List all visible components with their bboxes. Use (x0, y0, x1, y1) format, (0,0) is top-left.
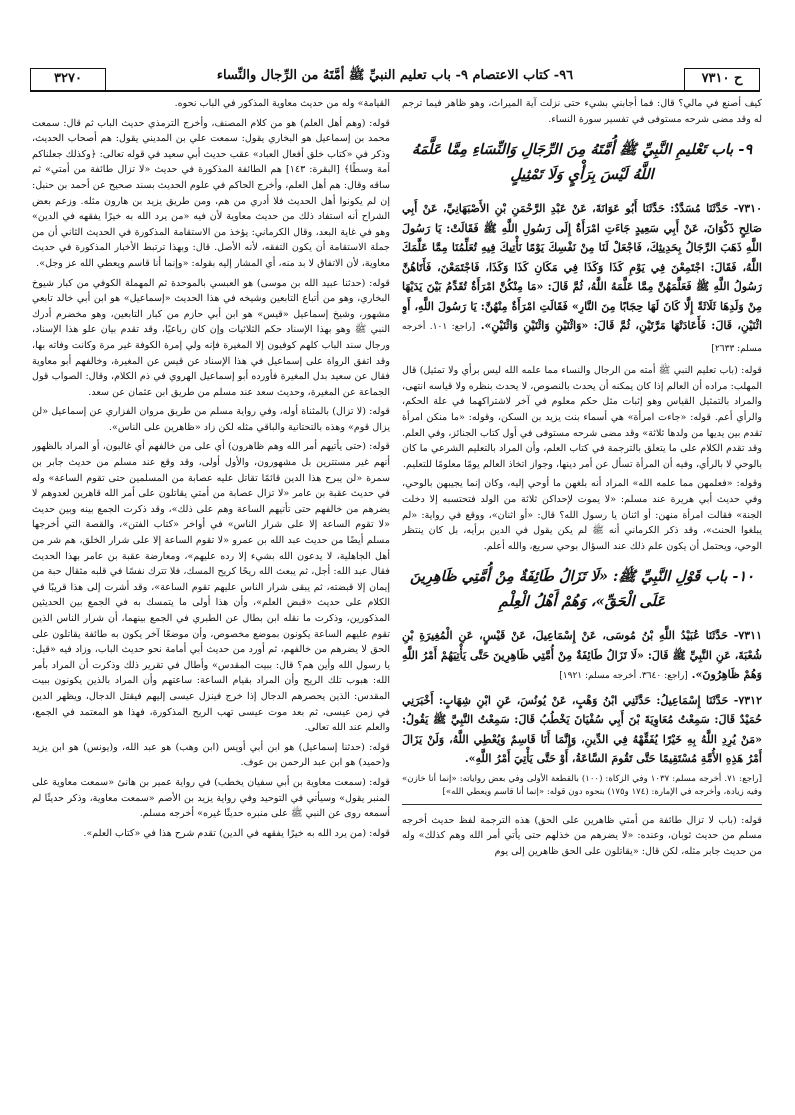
chapter-heading-10: ١٠- باب قَوْلِ النَّبِيِّ ﷺ: «لَا تَزَالُ طَائِفَةٌ مِنْ أُمَّتِي ظَاهِرِينَ عَلَى الْحَقِّ»، وَهُمْ أَهْلُ الْعِلْمِ (409, 568, 755, 611)
hadith-7310-text: ٧٣١٠- حَدَّثَنَا مُسَدَّدٌ: حَدَّثَنَا أَبُو عَوَانَةَ، عَنْ عَبْدِ الرَّحْمَنِ بْنِ الأَصْبَهَانِيِّ، عَنْ أَبِي صَالِحٍ ذَكْوَانَ، عَنْ أَبِي سَعِيدٍ جَاءَتِ امْرَأَةٌ إِلَى رَسُولِ اللَّهِ ﷺ فَقَالَتْ: يَا رَسُولَ اللَّهِ ذَهَبَ الرِّجَالُ بِحَدِيثِكَ، فَاجْعَلْ لَنَا مِنْ نَفْسِكَ يَوْمًا نَأْتِيكَ فِيهِ تُعَلِّمُنَا مِمَّا عَلَّمَكَ اللَّهُ، فَقَالَ: اجْتَمِعْنَ فِي يَوْمِ كَذَا وَكَذَا فِي مَكَانِ كَذَا وَكَذَا، فَاجْتَمَعْنَ، فَأَتَاهُنَّ رَسُولُ اللَّهِ ﷺ فَعَلَّمَهُنَّ مِمَّا عَلَّمَهُ اللَّهُ، ثُمَّ قَالَ: «مَا مِنْكُنَّ امْرَأَةٌ تُقَدِّمُ بَيْنَ يَدَيْهَا مِنْ وَلَدِهَا ثَلَاثَةً إِلَّا كَانَ لَهَا حِجَابًا مِنَ النَّارِ» فَقَالَتِ امْرَأَةٌ مِنْهُنَّ: يَا رَسُولَ اللَّهِ، أَوِ اثْنَيْنِ، قَالَ: فَأَعَادَتْهَا مَرَّتَيْنِ، ثُمَّ قَالَ: «وَاثْنَيْنِ وَاثْنَيْنِ وَاثْنَيْنِ». (402, 202, 762, 333)
hadith-7311-text: ٧٣١١- حَدَّثَنَا عُبَيْدُ اللَّهِ بْنُ مُوسَى، عَنْ إِسْمَاعِيلَ، عَنْ قَيْسٍ، عَنِ الْمُغِيرَةِ بْنِ شُعْبَةَ، عَنِ النَّبِيِّ ﷺ قَالَ: «لَا تَزَالُ طَائِفَةٌ مِنْ أُمَّتِي ظَاهِرِينَ حَتَّى يَأْتِيَهُمْ أَمْرُ اللَّهِ وَهُمْ ظَاهِرُونَ». (402, 629, 762, 682)
commentary-paragraph: قوله: (وهم أهل العلم) هو من كلام المصنف، وأخرج الترمذي حديث الباب ثم قال: سمعت محمد بن إسماعيل هو البخاري يقول: سمعت علي بن المديني يقول: هم أصحاب الحديث، وذكر في «كتاب خلق أفعال العباد» عقب حديث أبي سعيد في قوله تعالى: ﴿وكذلك جعلناكم أمة وسطًا﴾ [البقرة: ١٤٣] هم الطائفة المذكورة في حديث «لا تزال طائفة من أمتي» ثم ساقه وقال: هم أهل العلم، وأخرج الحاكم في علوم الحديث بسند صحيح عن أحمد بن حنبل: إن لم يكونوا أهل الحديث فلا أدري من هم، ومن طريق يزيد بن هارون مثله. وزعم بعض الشراح أنه استفاد ذلك من حديث معاوية لأن فيه «من يرد الله به خيرًا يفقهه في الدين» وهو في غاية البعد، وقال الكرماني: يؤخذ من الاستقامة المذكورة في الحديث الثاني أن من جملة الاستقامة أن يكون التفقه، لأنه الأصل. قال: وبهذا ترتبط الأخبار المذكورة في حديث معاوية، لأن الاتفاق لا بد منه، أي المشار إليه بقوله: «وإنما أنا قاسم ويعطي الله عز وجل». (32, 117, 390, 269)
running-header (30, 62, 760, 92)
page-number: ٣٢٧٠ (30, 68, 106, 90)
hadith-7311 (402, 626, 762, 687)
commentary-paragraph: قوله: (حدثنا عبيد الله بن موسى) هو العبسي بالموحدة ثم المهملة الكوفي من كبار شيوخ البخاري، وهو من أتباع التابعين وشيخه في هذا الحديث «إسماعيل» هو ابن أبي خالد تابعي مشهور، وشيخ إسماعيل «قيس» هو ابن أبي حازم من كبار التابعين، وهو مخضرم أدرك النبي ﷺ وهو بهذا الإسناد حكم الثلاثيات وإن كان رباعيًا، وقد تقدم بيان علو هذا الإسناد، ورجال سند الباب كلهم كوفيون إلا المغيرة فإنه ولي إمرة الكوفة غير مرة وكانت وفاته بها، وقد اتفق الرواة على إسماعيل في هذا الإسناد عن قيس عن المغيرة، وخالفهم أبو معاوية فقال عن سعيد بدل المغيرة فأورده أبو إسماعيل الهروي في ذم الكلام، وقال: الصواب قول الجماعة عن المغيرة، وحديث سعد عند مسلم من طريق ابن عثمان عن سعد. (32, 277, 390, 398)
left-column (32, 96, 390, 1101)
continuation-text: كيف أصنع في مالي؟ قال: فما أجابني بشيء حتى نزلت آية الميراث، وهو ظاهر فيما ترجم له وقد مضى شرحه مستوفى في تفسير سورة النساء. (402, 98, 762, 125)
hadith-7312-text: ٧٣١٢- حَدَّثَنَا إِسْمَاعِيلُ: حَدَّثَنِي ابْنُ وَهْبٍ، عَنْ يُونُسَ، عَنِ ابْنِ شِهَابٍ: أَخْبَرَنِي حُمَيْدٌ قَالَ: سَمِعْتُ مُعَاوِيَةَ بْنَ أَبِي سُفْيَانَ يَخْطُبُ قَالَ: سَمِعْتُ النَّبِيَّ ﷺ يَقُولُ: «مَنْ يُرِدِ اللَّهُ بِهِ خَيْرًا يُفَقِّهْهُ فِي الدِّينِ، وَإِنَّمَا أَنَا قَاسِمٌ وَيُعْطِي اللَّهُ، وَلَنْ يَزَالَ أَمْرُ هَذِهِ الأُمَّةِ مُسْتَقِيمًا حَتَّى تَقُومَ السَّاعَةُ، أَوْ حَتَّى يَأْتِيَ أَمْرُ اللَّهِ». (402, 693, 762, 766)
commentary-paragraph: قوله: (لا تزال) بالمثناة أوله، وفي رواية مسلم من طريق مروان الفزاري عن إسماعيل «لن يزال قوم» وهذه بالتحتانية والباقي مثله لكن زاد «ظاهرين على الناس». (32, 406, 390, 433)
commentary-paragraph: قوله: (حتى يأتيهم أمر الله وهم ظاهرون) أي على من خالفهم أي غالبون، أو المراد بالظهور أنهم غير مستترين بل مشهورون، والأول أولى، وقد وقع عند مسلم من حديث جابر بن سمرة «لن يبرح هذا الدين قائمًا تقاتل عليه عصابة من المسلمين حتى تقوم الساعة» وله في حديث عقبة بن عامر «لا تزال عصابة من أمتي يقاتلون على أمر الله قاهرين لعدوهم لا يضرهم من خالفهم حتى تأتيهم الساعة وهم على ذلك»، وقد ذكرت الجمع بينه وبين حديث «لا تقوم الساعة إلا على شرار الناس» في أواخر «كتاب الفتن»، والقصة التي أخرجها مسلم أيضًا من حديث عبد الله بن عمرو «لا تقوم الساعة إلا على شرار الخلق، هم شر من أهل الجاهلية، لا يدعون الله بشيء إلا رده عليهم»، ومعارضة عقبة بن عامر بهذا الحديث فقال عبد الله: أجل، ثم يبعث الله ريحًا كريح المسك، فلا تترك نفسًا في قلبه مثقال حبة من إيمان إلا قبضته، ثم يبقى شرار الناس عليهم تقوم الساعة»، وقد أشرت إلى هذا قريبًا في الكلام على حديث «قبض العلم»، وأن هذا أولى ما يتمسك به في الجمع بين الحديثين المذكورين، وذكرت ما نقله ابن بطال عن الطبري في الجمع بينهما، أن شرار الناس الذين تقوم عليهم الساعة يكونون بموضع مخصوص، وأن موضعًا آخر يكون به طائفة يقاتلون على الحق لا يضرهم من خالفهم، ثم أورد من حديث أبي أمامة نحو حديث الباب، وزاد فيه «قيل: يا رسول الله وأين هم؟ قال: ببيت المقدس» وأطال في تقرير ذلك وذكرت أن المراد بأمر الله: هبوب تلك الريح وأن المراد بقيام الساعة: ساعتهم وأن المراد بالذين يكونون ببيت المقدس: الذين يحصرهم الدجال إذا خرج فينزل عيسى إليهم فيقتل الدجال، ويظهر الدين في زمن عيسى، ثم بعد موت عيسى تهب الريح المذكورة، فهذا هو المعتمد في الجمع، والعلم عند الله تعالى. (32, 441, 390, 734)
commentary-paragraph: قوله: (سمعت معاوية بن أبي سفيان يخطب) في رواية عمير بن هانئ «سمعت معاوية على المنبر يقول» وسيأتي في التوحيد وفي رواية يزيد بن الأصم «سمعت معاوية، وذكر حديثًا لم أسمعه روى عن النبي ﷺ على منبره حديثًا غيره» أخرجه مسلم. (32, 776, 390, 820)
running-title: ٩٦- كتاب الاعتصام ٩- باب تعليم النبيِّ ﷺ أمَّتَهُ من الرِّجال والنِّساء (216, 68, 574, 83)
commentary-paragraph: قوله: (باب تعليم النبي ﷺ أمته من الرجال والنساء مما علمه الله ليس برأي ولا تمثيل) قال المهلب: مراده أن العالم إذا كان يمكنه أن يحدث بالنصوص، لا يحدث بنظره ولا قياسه انتهى، والمراد بالتمثيل القياس وهو إثبات مثل حكم معلوم في آخر لاشتراكهما في علة الحكم، والرأي أعم. قوله: «جاءت امرأة» هي أسماء بنت يزيد بن السكن، وقوله: «ما منكن امرأة تقدم بين يديها من ولدها ثلاثة» وقد مضى شرحه مستوفى في أول كتاب الجنائز، وفي العلم. وقد تقدم الكلام على ما يتعلق بالترجمة في كتاب العلم، وأن المراد بالتعليم الشرعي ما كان بالوحي لا بالرأي، وفيه أن المرأة تسأل عن أمر دينها، وجواز اتخاذ العالم يومًا معلومًا للتعليم. (402, 365, 762, 470)
commentary-paragraph: القيامة» وله من حديث معاوية المذكور في الباب نحوه. (174, 98, 390, 109)
section-divider (402, 804, 762, 805)
commentary-paragraph: وقوله: «فعلمهن مما علمه الله» المراد أنه بلغهن ما أوحي إليه، وكان إنما يجيبهن بالوحي، وفي حديث أبي هريرة عند مسلم: «لا يموت لإحداكن ثلاثة من الولد فتحتسبه إلا دخلت الجنة» فقالت امرأة منهن: أو اثنان يا رسول الله؟ قال: «أو اثنان»، ووقع في رواية: «لم يبلغوا الحنث»، وقد ذكر الكرماني أنه ﷺ لم يكن يقول في الدين برأيه، بل كان ينتظر الوحي، ويحتمل أن يكون علم ذلك عند السؤال بوحي سريع، والله أعلم. (402, 478, 762, 552)
commentary-paragraph: قوله: (باب لا تزال طائفة من أمتي ظاهرين على الحق) هذه الترجمة لفظ حديث أخرجه مسلم من حديث ثوبان، وعنده: «لا يضرهم من خذلهم حتى يأتي أمر الله وهم كذلك» وله من حديث جابر مثله، لكن قال: «يقاتلون على الحق ظاهرين إلى يوم (402, 814, 762, 857)
hadith-7312-reference: [راجع: ٧١. أخرجه مسلم: ١٠٣٧ وفي الزكاة: (١٠٠) بالقطعة الأولى وفي بعض رواياته: «إنما أنا خازن» وفيه زيادة، وأخرجه في الإمارة: (١٧٤ و١٧٥) بنحوه دون قوله: «إنما أنا قاسم ويعطي الله»] (402, 773, 762, 798)
hadith-7311-reference: [راجع: ٣٦٤٠. أخرجه مسلم: ١٩٢١] (559, 671, 688, 682)
hadith-range-label: ح ٧٣١٠ (684, 68, 760, 90)
commentary-paragraph: قوله: (من يرد الله به خيرًا يفقهه في الدين) تقدم شرح هذا في «كتاب العلم». (83, 827, 390, 839)
hadith-7310-reference: [راجع: ١٠١. أخرجه مسلم: ٢٦٣٣] (402, 322, 762, 354)
chapter-heading-9: ٩- باب تَعْليمِ النَّبِيِّ ﷺ أُمَّتَهُ مِنَ الرِّجَالِ وَالنِّسَاءِ مِمَّا عَلَّمَهُ اللَّهُ لَيْسَ بِرَأْيٍ وَلَا تَمْثِيلٍ (411, 141, 753, 184)
right-column (402, 96, 762, 1101)
hadith-7310 (402, 199, 762, 359)
hadith-7312 (402, 691, 762, 769)
commentary-paragraph: قوله: (حدثنا إسماعيل) هو ابن أبي أويس (ابن وهب) هو عبد الله، و(يونس) هو ابن يزيد و(حميد) هو ابن عبد الرحمن بن عوف. (32, 741, 390, 769)
